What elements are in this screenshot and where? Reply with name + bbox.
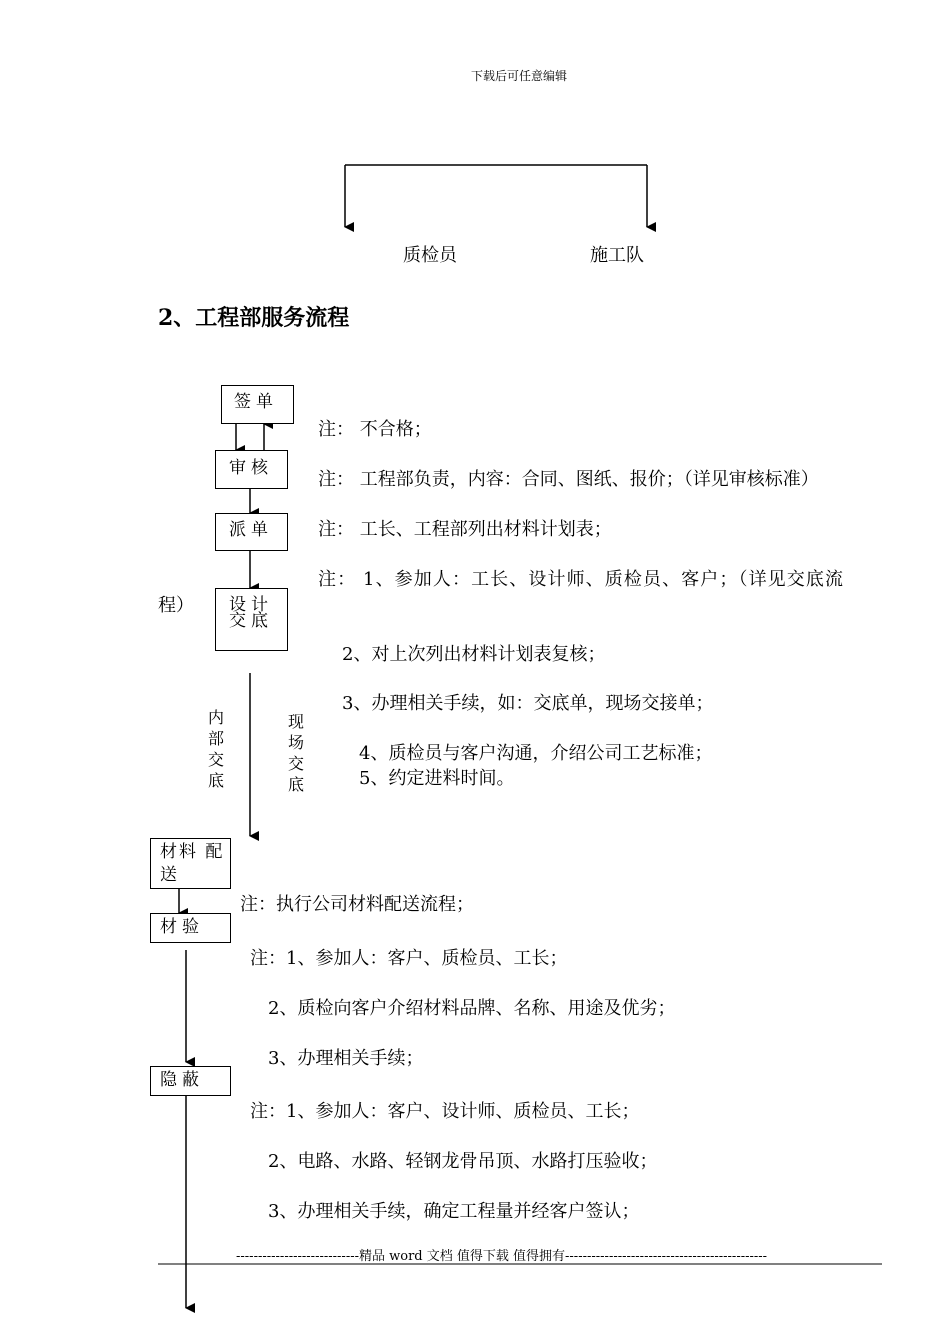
note-design-4: 4、质检员与客户沟通，介绍公司工艺标准； — [359, 743, 713, 764]
note-inspect-3: 3、办理相关手续； — [268, 1048, 424, 1069]
page-footer: ----------------------------精品 word 文档 值得下载 值得拥有---------------------------------------------- — [236, 1249, 768, 1264]
page-header: 下载后可任意编辑 — [471, 69, 568, 83]
note-design-5: 5、约定进料时间。 — [359, 768, 515, 789]
note-hidden-3: 3、办理相关手续，确定工程量并经客户签认； — [268, 1201, 640, 1222]
box-review: 审核 — [215, 450, 288, 489]
label-onsite-briefing: 现场交底 — [287, 712, 304, 794]
label-construction-team: 施工队 — [590, 245, 644, 266]
box-sign: 签单 — [221, 385, 294, 424]
note-dispatch: 注： 工长、工程部列出材料计划表； — [318, 519, 612, 540]
top-tree-connector — [345, 165, 647, 227]
label-internal-briefing: 内部交底 — [207, 708, 224, 790]
section-title: 2、工程部服务流程 — [158, 305, 350, 331]
box-design-briefing: 设计 交底 — [215, 588, 288, 651]
note-review: 注： 工程部负责，内容：合同、图纸、报价；（详见审核标准） — [318, 469, 819, 490]
note-design-1: 注： 1、参加人：工长、设计师、质检员、客户；（详见交底流 — [318, 569, 845, 590]
note-hidden-1: 注：1、参加人：客户、设计师、质检员、工长； — [250, 1101, 640, 1122]
note-hidden-2: 2、电路、水路、轻钢龙骨吊顶、水路打压验收； — [268, 1151, 658, 1172]
note-inspect-2: 2、质检向客户介绍材料品牌、名称、用途及优劣； — [268, 998, 676, 1019]
note-design-3: 3、办理相关手续，如：交底单，现场交接单； — [342, 693, 714, 714]
note-unqualified: 注： 不合格； — [318, 419, 432, 440]
note-inspect-1: 注：1、参加人：客户、质检员、工长； — [250, 948, 568, 969]
note-material-delivery: 注：执行公司材料配送流程； — [240, 894, 474, 915]
note-design-2: 2、对上次列出材料计划表复核； — [342, 644, 606, 665]
label-quality-inspector: 质检员 — [403, 245, 457, 266]
box-material-inspection: 材验 — [150, 913, 231, 943]
box-hidden-works: 隐蔽 — [150, 1066, 231, 1096]
box-dispatch: 派单 — [215, 513, 288, 551]
box-material-delivery: 材料 配 送 — [150, 838, 231, 889]
note-design-1-cont: 程） — [158, 595, 194, 616]
